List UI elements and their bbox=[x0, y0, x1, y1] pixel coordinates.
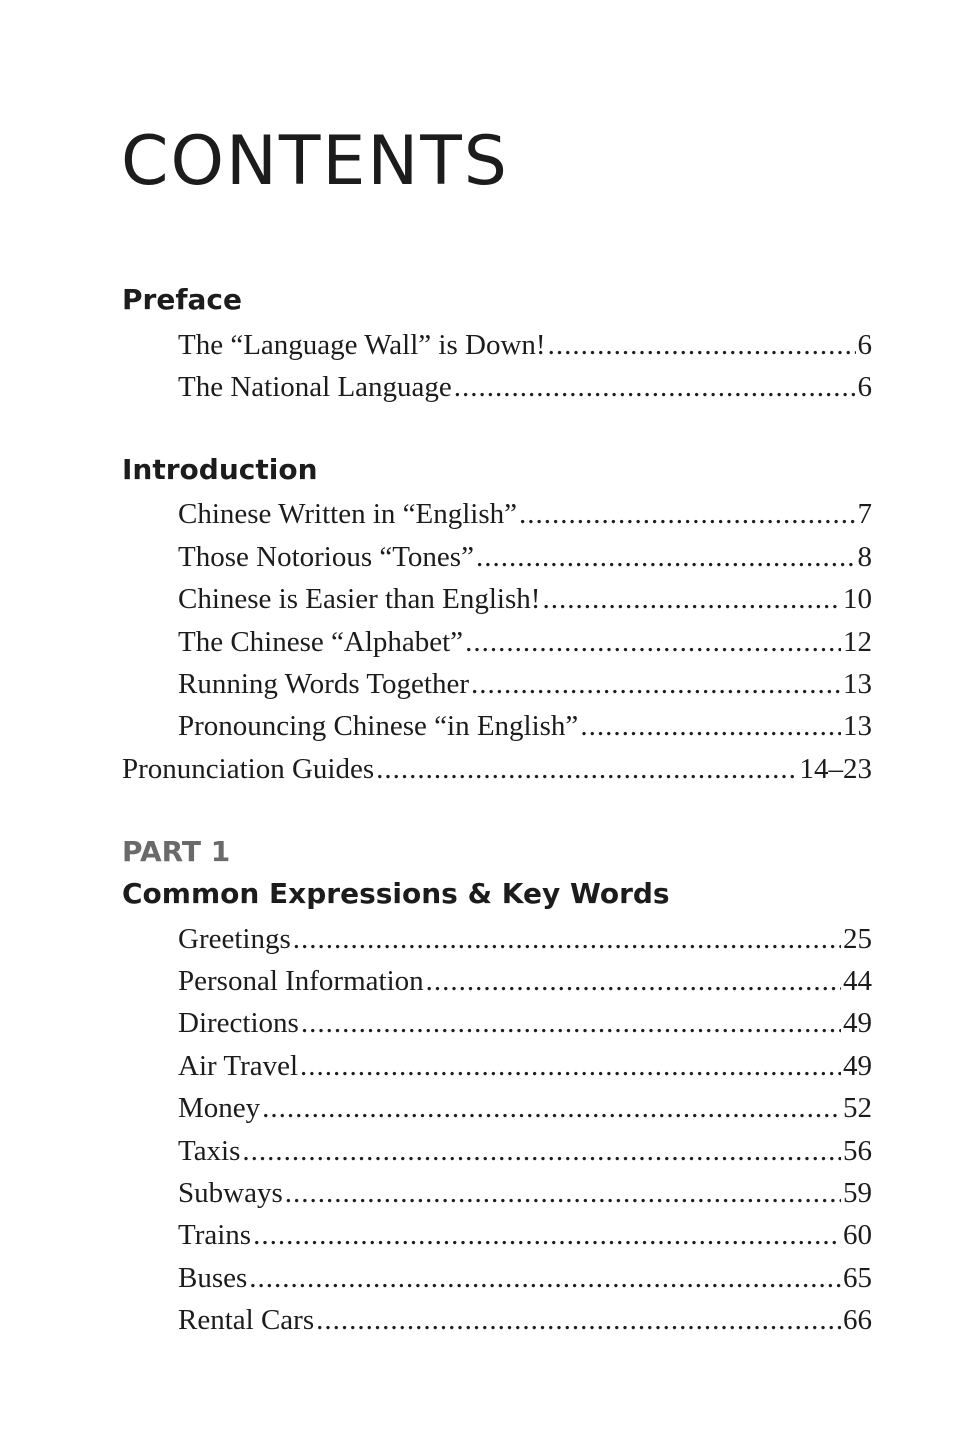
toc-entry-label: Buses bbox=[178, 1262, 248, 1294]
toc-entry[interactable] bbox=[178, 1173, 872, 1213]
section-heading-part1: Common Expressions & Key Words bbox=[122, 877, 670, 910]
toc-entry-page: 8 bbox=[857, 541, 872, 573]
dot-leader bbox=[293, 919, 841, 959]
toc-entry[interactable] bbox=[178, 664, 872, 704]
toc-entry[interactable] bbox=[178, 622, 872, 662]
dot-leader bbox=[548, 325, 856, 365]
toc-entry[interactable] bbox=[178, 1088, 872, 1128]
toc-entry-page: 10 bbox=[843, 583, 872, 615]
toc-entry[interactable] bbox=[178, 1258, 872, 1298]
toc-entry-page: 14–23 bbox=[799, 753, 872, 785]
toc-entry-page: 60 bbox=[843, 1219, 872, 1251]
toc-entry-label: Personal Information bbox=[178, 965, 424, 997]
toc-entry[interactable] bbox=[178, 919, 872, 959]
toc-entry-page: 13 bbox=[843, 710, 872, 742]
toc-entry-label: The “Language Wall” is Down! bbox=[178, 329, 546, 361]
toc-entry-label: Subways bbox=[178, 1177, 283, 1209]
toc-entry[interactable] bbox=[178, 961, 872, 1001]
dot-leader bbox=[476, 537, 856, 577]
toc-entry-label: Taxis bbox=[178, 1135, 241, 1167]
dot-leader bbox=[262, 1088, 841, 1128]
toc-entry-page: 52 bbox=[843, 1092, 872, 1124]
dot-leader bbox=[519, 494, 856, 534]
page-title: CONTENTS bbox=[121, 122, 509, 201]
toc-entry-label: Pronunciation Guides bbox=[122, 753, 375, 785]
toc-entry-label: Trains bbox=[178, 1219, 252, 1251]
dot-leader bbox=[300, 1046, 841, 1086]
toc-entry[interactable] bbox=[178, 1003, 872, 1043]
toc-entry-label: The National Language bbox=[178, 371, 452, 403]
toc-entry-label: Rental Cars bbox=[178, 1304, 315, 1336]
toc-entry[interactable] bbox=[178, 1215, 872, 1255]
dot-leader bbox=[580, 706, 841, 746]
dot-leader bbox=[465, 622, 841, 662]
section-heading-introduction: Introduction bbox=[122, 453, 318, 486]
toc-entry-page: 6 bbox=[857, 329, 872, 361]
toc-entry-label: Running Words Together bbox=[178, 668, 469, 700]
dot-leader bbox=[242, 1131, 841, 1171]
toc-entry[interactable] bbox=[178, 579, 872, 619]
toc-entry-page: 56 bbox=[843, 1135, 872, 1167]
toc-entry-page: 25 bbox=[843, 923, 872, 955]
dot-leader bbox=[301, 1003, 841, 1043]
toc-entry-page: 44 bbox=[843, 965, 872, 997]
toc-entry-page: 12 bbox=[843, 626, 872, 658]
toc-entry-label: Greetings bbox=[178, 923, 291, 955]
toc-entry[interactable] bbox=[178, 1131, 872, 1171]
dot-leader bbox=[426, 961, 841, 1001]
toc-entry-label: The Chinese “Alphabet” bbox=[178, 626, 464, 658]
toc-entry[interactable] bbox=[178, 494, 872, 534]
toc-entry-page: 66 bbox=[843, 1304, 872, 1336]
toc-entry-label: Pronouncing Chinese “in English” bbox=[178, 710, 579, 742]
dot-leader bbox=[376, 749, 797, 789]
toc-entry[interactable] bbox=[178, 325, 872, 365]
toc-entry[interactable] bbox=[178, 537, 872, 577]
toc-entry-page: 65 bbox=[843, 1262, 872, 1294]
toc-entry-page: 7 bbox=[857, 498, 872, 530]
toc-entry-page: 6 bbox=[857, 371, 872, 403]
dot-leader bbox=[316, 1300, 841, 1340]
toc-entry-label: Money bbox=[178, 1092, 261, 1124]
toc-entry-label: Those Notorious “Tones” bbox=[178, 541, 474, 573]
toc-entry-label: Chinese is Easier than English! bbox=[178, 583, 541, 615]
toc-entry-page: 49 bbox=[843, 1007, 872, 1039]
dot-leader bbox=[285, 1173, 841, 1213]
toc-entry-label: Chinese Written in “English” bbox=[178, 498, 517, 530]
section-heading-preface: Preface bbox=[122, 283, 242, 316]
dot-leader bbox=[542, 579, 841, 619]
toc-entry-pronunciation-guides[interactable] bbox=[122, 749, 872, 789]
toc-entry[interactable] bbox=[178, 706, 872, 746]
dot-leader bbox=[454, 367, 856, 407]
dot-leader bbox=[253, 1215, 841, 1255]
toc-entry-label: Directions bbox=[178, 1007, 299, 1039]
toc-entry[interactable] bbox=[178, 1300, 872, 1340]
dot-leader bbox=[249, 1258, 841, 1298]
part-label: PART 1 bbox=[122, 835, 231, 868]
toc-entry[interactable] bbox=[178, 367, 872, 407]
toc-entry-page: 13 bbox=[843, 668, 872, 700]
toc-entry-page: 49 bbox=[843, 1050, 872, 1082]
toc-entry[interactable] bbox=[178, 1046, 872, 1086]
toc-entry-page: 59 bbox=[843, 1177, 872, 1209]
toc-entry-label: Air Travel bbox=[178, 1050, 299, 1082]
dot-leader bbox=[471, 664, 841, 704]
